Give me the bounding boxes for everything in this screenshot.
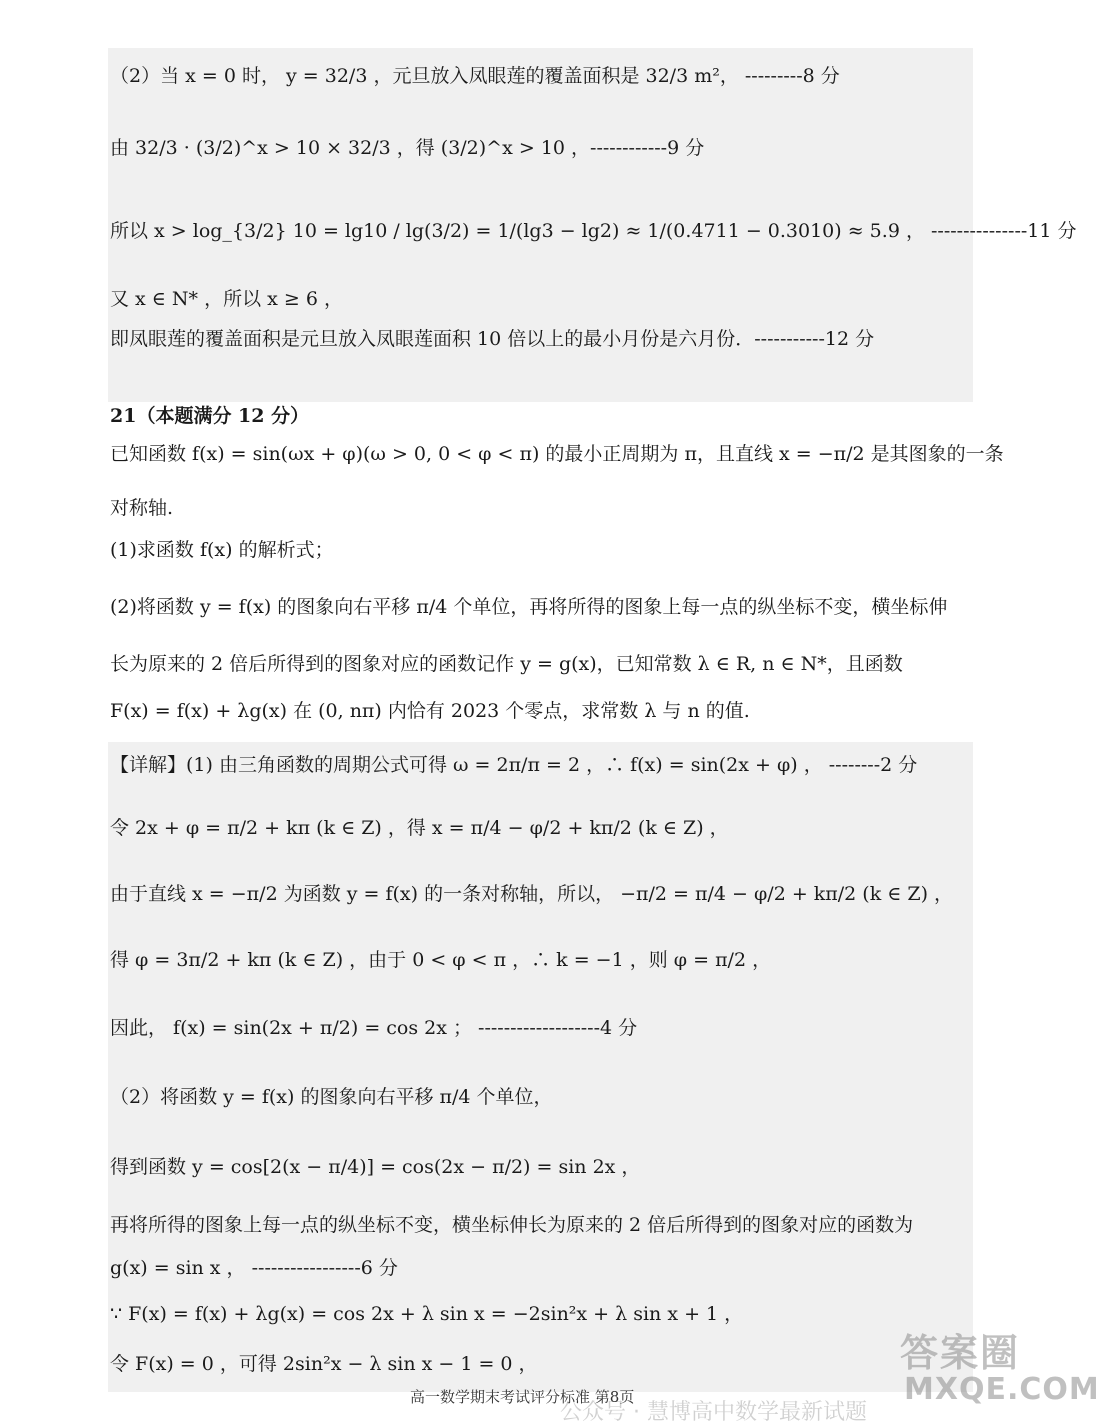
- problem-line: (1)求函数 f(x) 的解析式；: [110, 539, 334, 561]
- top-solution-line: 即凤眼莲的覆盖面积是元旦放入凤眼莲面积 10 倍以上的最小月份是六月份．-----------12 分: [110, 328, 875, 350]
- solution-line: ∵ F(x) = f(x) + λg(x) = cos 2x + λ sin x = −2sin²x + λ sin x + 1 ，: [110, 1303, 744, 1325]
- problem-line: 长为原来的 2 倍后所得到的图象对应的函数记作 y = g(x)，已知常数 λ ∈ R, n ∈ N*，且函数: [110, 653, 903, 675]
- solution-line: （2）将函数 y = f(x) 的图象向右平移 π/4 个单位，: [110, 1086, 553, 1108]
- problem-line: 对称轴.: [110, 497, 174, 519]
- solution-line: 得到函数 y = cos[2(x − π/4)] = cos(2x − π/2) = sin 2x ，: [110, 1156, 641, 1178]
- top-solution-line: 所以 x > log_{3/2} 10 = lg10 / lg(3/2) = 1/(lg3 − lg2) ≈ 1/(0.4711 − 0.3010) ≈ 5.9 ， ---------------11 分: [110, 220, 1077, 242]
- solution-line: 得 φ = 3π/2 + kπ (k ∈ Z) ，由于 0 < φ < π ，∴ k = −1 ，则 φ = π/2 ，: [110, 949, 772, 971]
- solution-line: 令 2x + φ = π/2 + kπ (k ∈ Z) ，得 x = π/4 − φ/2 + kπ/2 (k ∈ Z) ，: [110, 817, 729, 839]
- solution-line: 由于直线 x = −π/2 为函数 y = f(x) 的一条对称轴，所以， −π/2 = π/4 − φ/2 + kπ/2 (k ∈ Z) ，: [110, 883, 954, 905]
- solution-line: 令 F(x) = 0 ，可得 2sin²x − λ sin x − 1 = 0 ，: [110, 1353, 538, 1375]
- watermark-logo: 答案圈: [900, 1331, 1021, 1375]
- solution-line: 因此， f(x) = sin(2x + π/2) = cos 2x ； -------------------4 分: [110, 1017, 638, 1039]
- watermark-account: 公众号 · 慧博高中数学最新试题: [560, 1400, 867, 1425]
- problem-line: 已知函数 f(x) = sin(ωx + φ)(ω > 0, 0 < φ < π) 的最小正周期为 π，且直线 x = −π/2 是其图象的一条: [110, 443, 1004, 465]
- solution-line: 【详解】(1) 由三角函数的周期公式可得 ω = 2π/π = 2 ，∴ f(x) = sin(2x + φ) ， --------2 分: [110, 754, 918, 776]
- problem-line: (2)将函数 y = f(x) 的图象向右平移 π/4 个单位，再将所得的图象上每一点的纵坐标不变，横坐标伸: [110, 596, 948, 618]
- top-solution-line: 又 x ∈ N* ，所以 x ≥ 6 ，: [110, 288, 343, 310]
- solution-line: g(x) = sin x ， -----------------6 分: [110, 1257, 398, 1279]
- watermark-domain: MXQE.COM: [904, 1372, 1100, 1407]
- top-solution-line: 由 32/3 · (3/2)^x > 10 × 32/3 ，得 (3/2)^x > 10 ，------------9 分: [110, 137, 705, 159]
- problem-line: F(x) = f(x) + λg(x) 在 (0, nπ) 内恰有 2023 个零点，求常数 λ 与 n 的值.: [110, 700, 750, 722]
- page-footer: 高一数学期末考试评分标准 第8页: [410, 1388, 635, 1406]
- solution-line: 再将所得的图象上每一点的纵坐标不变，横坐标伸长为原来的 2 倍后所得到的图象对应的函数为: [110, 1214, 914, 1236]
- top-solution-line: （2）当 x = 0 时， y = 32/3 ，元旦放入凤眼莲的覆盖面积是 32/3 m²， ---------8 分: [110, 65, 840, 87]
- problem-title: 21（本题满分 12 分）: [110, 405, 310, 427]
